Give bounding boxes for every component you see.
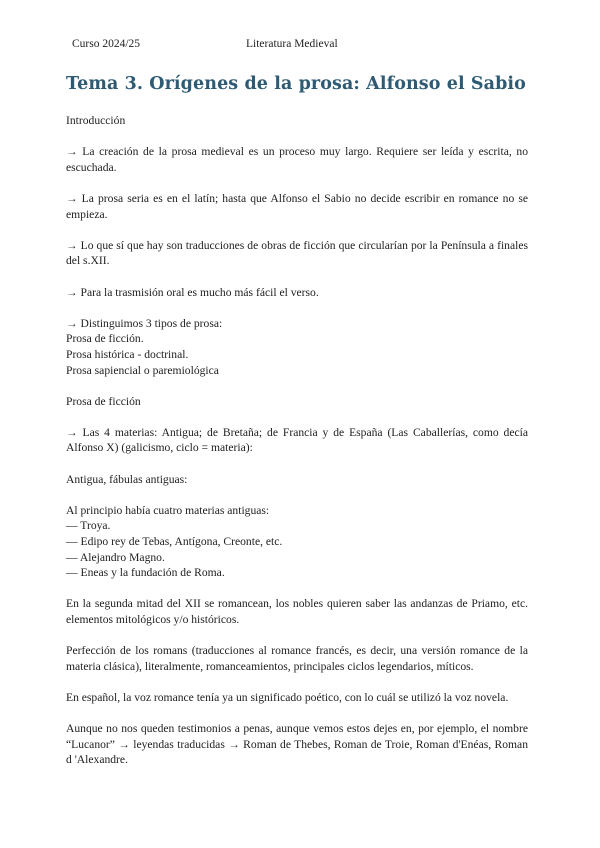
antigua-list-block [66,503,528,581]
paragraph: → Las 4 materias: Antigua; de Bretaña; de Francia y de España (Las Caballerías, como decía Alfonso X) (galicismo, ciclo = materia): [66,425,528,455]
prose-type-item: Prosa sapiencial o paremiológica [66,363,219,377]
paragraph: → La prosa seria es en el latín; hasta que Alfonso el Sabio no decide escribir en romance no se empieza. [66,191,528,221]
prose-types-intro: → Distinguimos 3 tipos de prosa: [66,316,223,330]
paragraph: En español, la voz romance tenía ya un significado poético, con lo cuál se utilizó la voz novela. [66,690,509,704]
document-body [66,113,528,768]
section-heading-introduccion: Introducción [66,114,126,127]
page-title: Tema 3. Orígenes de la prosa: Alfonso el Sabio [66,74,526,94]
section-heading-ficcion: Prosa de ficción [66,394,141,408]
paragraph: → La creación de la prosa medieval es un proceso muy largo. Requiere ser leída y escrita, no escuchada. [66,145,528,174]
list-item: — Eneas y la fundación de Roma. [66,566,225,580]
paragraph: → Lo que sí que hay son traducciones de obras de ficción que circularían por la Península a finales del s.XII. [66,238,528,268]
list-item: — Edipo rey de Tebas, Antígona, Creonte, etc. [66,535,283,549]
header-course: Curso 2024/25 [72,38,141,50]
header-subject: Literatura Medieval [246,38,338,50]
list-item: — Alejandro Magno. [66,550,165,564]
paragraph: → Para la trasmisión oral es mucho más fácil el verso. [66,285,319,299]
paragraph: En la segunda mitad del XII se romancean, los nobles quieren saber las andanzas de Priamo, etc. elementos mitológicos y/o históricos. [66,597,528,626]
prose-type-item: Prosa histórica - doctrinal. [66,347,189,361]
prose-types-block [66,316,528,378]
paragraph: Perfección de los romans (traducciones al romance francés, es decir, una versión romance de la materia clásica), literalmente, romanceamientos, principales ciclos legendarios, míticos. [66,644,528,673]
prose-type-item: Prosa de ficción. [66,332,144,346]
list-item: — Troya. [66,519,111,533]
antigua-intro: Al principio había cuatro materias antiguas: [66,503,270,517]
paragraph: Aunque no nos queden testimonios a penas, aunque vemos estos dejes en, por ejemplo, el nombre “Lucanor” → leyendas traducidas → Roman de Thebes, Roman de Troie, Roman d'Enéas, Roman d 'Alexandre. [66,722,528,767]
subsection-heading-antigua: Antigua, fábulas antiguas: [66,472,188,486]
